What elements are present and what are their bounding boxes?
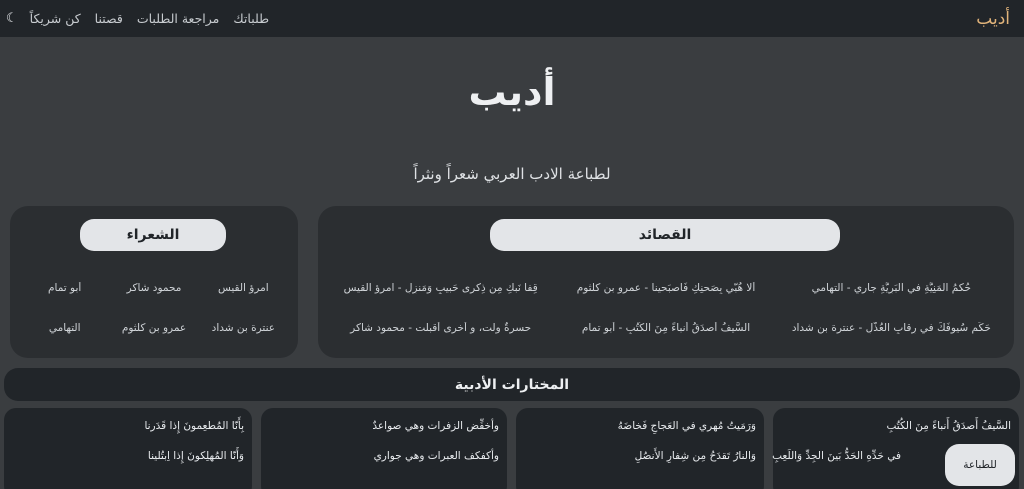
poem-link[interactable]: حُكمُ المَنِيَّةِ في البَرِيَّةِ جاري - التهامي	[811, 282, 971, 294]
poet-link[interactable]: امرؤ القيس	[217, 282, 269, 294]
nav-links	[6, 11, 283, 26]
verse-line: في حَدِّهِ الحَدُّ بَينَ الجِدِّ وَاللَعِبِ	[772, 450, 901, 462]
verse-card	[261, 408, 507, 489]
poem-link[interactable]: ألا هُبّي بِصَحنِكِ فَاصبَحينا - عمرو بن كلثوم	[576, 282, 756, 294]
print-button[interactable]: للطباعة	[945, 444, 1015, 486]
top-navbar	[0, 0, 1024, 37]
verse-card	[516, 408, 764, 489]
verse-line: وَأَنّا المُهلِكونَ إِذا اِبتُلينا	[147, 450, 244, 462]
hero-subtitle: لطباعة الادب العربي شعراً ونثراً	[413, 165, 611, 183]
brand-logo[interactable]: أديب	[976, 8, 1010, 29]
poets-title-button[interactable]: الشعراء	[80, 219, 226, 251]
verse-card	[4, 408, 252, 489]
poems-list	[328, 268, 1004, 348]
verse-line: وأكفكف العبرات وهي جواري	[373, 450, 499, 462]
poets-list	[20, 268, 288, 348]
poet-link[interactable]: التهامي	[48, 322, 81, 334]
nav-link-story[interactable]: قصتنا	[94, 11, 123, 26]
poet-link[interactable]: محمود شاكر	[126, 282, 182, 294]
poem-link[interactable]: السَّيفُ أَصدَقُ أَنباءً مِنَ الكُتُبِ - أبو تمام	[581, 322, 751, 334]
verse-line: وَرَمَيتُ مُهري في العَجاجِ فَخاضَهُ	[617, 420, 756, 432]
poem-link[interactable]: حَكِّم سُيوفَكَ في رِقابِ العُذَّلِ - عنترة بن شداد	[791, 322, 991, 334]
hero-title: أديب	[468, 70, 556, 114]
poem-link[interactable]: حسرةٌ ولت، و أخرى أقبلت - محمود شاكر	[350, 322, 532, 334]
selections-header: المختارات الأدبية	[4, 368, 1020, 401]
nav-link-partner[interactable]: كن شريكاً	[29, 11, 81, 26]
verse-line: وَالنارُ تَقدَحُ مِن شِفارِ الأَنصُلِ	[634, 450, 756, 462]
poets-card	[10, 206, 298, 358]
verse-line: بِأَنّا المُطعِمونَ إِذا قَدَرنا	[144, 420, 244, 432]
poems-card	[318, 206, 1014, 358]
poet-link[interactable]: أبو تمام	[48, 282, 82, 294]
verse-card	[773, 408, 1019, 489]
nav-link-review[interactable]: مراجعة الطلبات	[136, 11, 220, 26]
nav-link-orders[interactable]: طلباتك	[233, 11, 270, 26]
poet-link[interactable]: عمرو بن كلثوم	[121, 322, 187, 334]
moon-icon[interactable]: ☾	[6, 11, 18, 26]
poem-link[interactable]: قِفا نَبكِ مِن ذِكرى حَبيبٍ وَمَنزِلِ - امرؤ القيس	[343, 282, 538, 294]
verse-line: السَّيفُ أَصدَقُ أَنباءً مِنَ الكُتُبِ	[886, 420, 1011, 432]
poet-link[interactable]: عنترة بن شداد	[211, 322, 276, 334]
verse-line: وأخفِّض الزفرات وهي صواعدٌ	[372, 420, 499, 432]
poems-title-button[interactable]: القصائد	[490, 219, 840, 251]
